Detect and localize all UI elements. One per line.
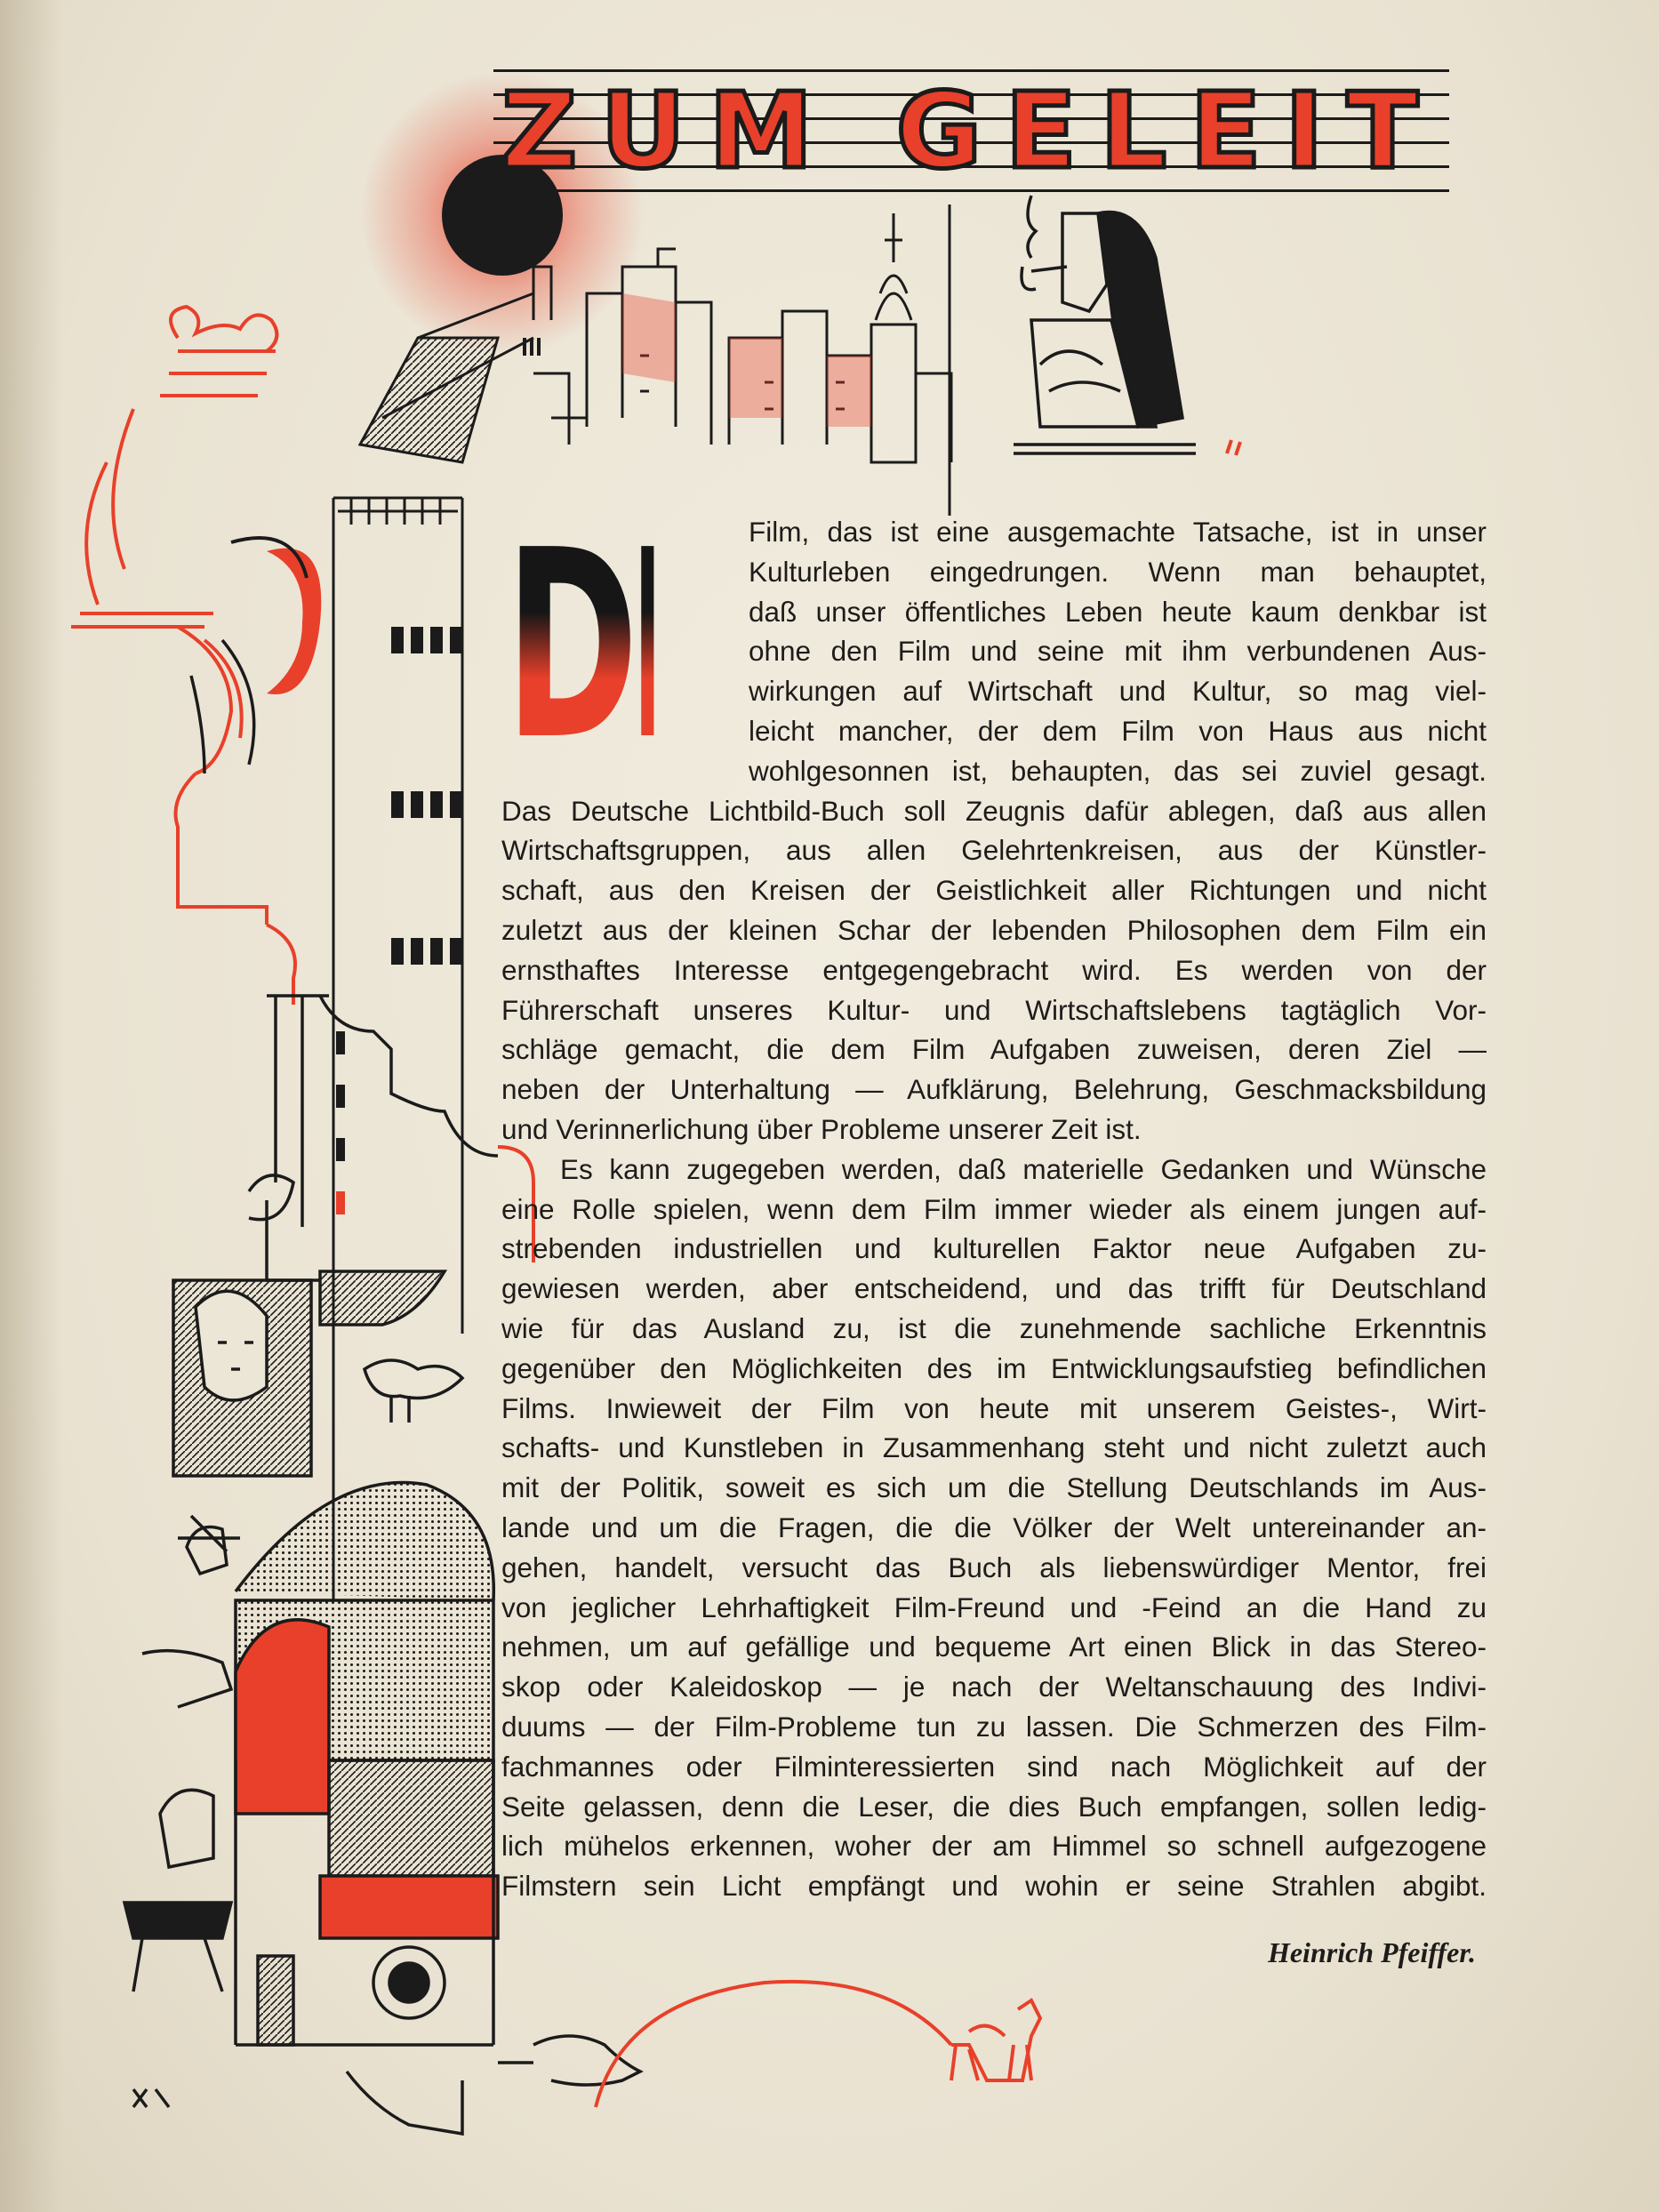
text-line: Das Deutsche Lichtbild-Buch soll Zeugnis dafür ablegen, daß aus allen bbox=[501, 795, 1487, 827]
text-line: duums — der Film-Probleme tun zu lassen. Die Schmerzen des Film- bbox=[501, 1711, 1487, 1743]
text-line: nehmen, um auf gefällige und bequeme Art einen Blick in das Stereo- bbox=[501, 1631, 1487, 1663]
text-line: Filmstern sein Licht empfängt und wohin er seine Strahlen abgibt. bbox=[501, 1870, 1487, 1902]
text-line: Es kann zugegeben werden, daß materielle Gedanken und Wünsche bbox=[560, 1153, 1487, 1185]
text-line: ernsthaftes Interesse entgegengebracht wird. Es werden von der bbox=[501, 954, 1487, 986]
moon-icon bbox=[231, 538, 321, 694]
author-signature: Heinrich Pfeiffer. bbox=[1267, 1936, 1476, 1968]
building-windows bbox=[336, 627, 462, 1214]
text-line: schaft, aus den Kreisen der Geistlichkeit aller Richtungen und nicht bbox=[501, 874, 1487, 906]
skyline-red-shading bbox=[622, 293, 871, 427]
text-line: Seite gelassen, denn die Leser, die dies Buch empfangen, sollen ledig- bbox=[501, 1791, 1487, 1823]
text-line: ohne den Film und seine mit ihm verbundenen Aus- bbox=[749, 635, 1487, 667]
drop-cap: DER bbox=[505, 494, 837, 797]
text-line: schafts- und Kunstleben in Zusammenhang steht und nicht zuletzt auch bbox=[501, 1431, 1487, 1463]
bottom-red-curve bbox=[596, 1982, 1040, 2107]
text-line: gewiesen werden, aber entscheidend, und das trifft für Deutschland bbox=[501, 1272, 1487, 1304]
text-line: mit der Politik, soweit es sich um die Stellung Deutschlands im Aus- bbox=[501, 1471, 1487, 1503]
woman-at-window-drawing bbox=[173, 1175, 462, 1476]
text-line: lich mühelos erkennen, woher der am Himmel so schnell aufgezogene bbox=[501, 1830, 1487, 1862]
text-line: und Verinnerlichung über Probleme unserer Zeit ist. bbox=[501, 1113, 1142, 1145]
text-line: gegenüber den Möglichkeiten des im Entwicklungsaufstieg befindlichen bbox=[501, 1352, 1487, 1384]
text-line: lande und um die Fragen, die die Völker der Welt untereinander an- bbox=[501, 1511, 1487, 1543]
text-line: neben der Unterhaltung — Aufklärung, Belehrung, Geschmacksbildung bbox=[501, 1073, 1487, 1105]
text-line: wirkungen auf Wirtschaft und Kultur, so mag viel- bbox=[749, 675, 1487, 707]
text-line: Films. Inwieweit der Film von heute mit unserem Geistes-, Wirt- bbox=[501, 1392, 1487, 1424]
text-line: daß unser öffentliches Leben heute kaum denkbar ist bbox=[749, 596, 1487, 628]
text-line: strebenden industriellen und kulturellen Faktor neue Aufgaben zu- bbox=[501, 1232, 1487, 1264]
text-line: Wirtschaftsgruppen, aus allen Gelehrtenkreisen, aus der Künstler- bbox=[501, 834, 1487, 866]
man-with-pipe-drawing bbox=[1014, 196, 1240, 455]
text-line: Führerschaft unseres Kultur- und Wirtschaftslebens tagtäglich Vor- bbox=[501, 994, 1487, 1026]
text-line: wohlgesonnen ist, behaupten, das sei zuviel gesagt. bbox=[749, 755, 1487, 787]
title-banner bbox=[493, 69, 1449, 192]
text-line: wie für das Ausland zu, ist die zunehmende sachliche Erkenntnis bbox=[501, 1312, 1487, 1344]
page-title: ZUM GELEIT bbox=[501, 69, 1442, 192]
text-line: eine Rolle spielen, wenn dem Film immer wieder als einem jungen auf- bbox=[501, 1193, 1487, 1225]
text-line: Film, das ist eine ausgemachte Tatsache, ist in unser bbox=[749, 516, 1487, 548]
text-line: von jeglicher Lehrhaftigkeit Film-Freund und -Feind an die Hand zu bbox=[501, 1591, 1487, 1623]
text-line: gehen, handelt, versucht das Buch als liebenswürdiger Mentor, frei bbox=[501, 1551, 1487, 1583]
text-line: fachmannes oder Filminteressierten sind nach Möglichkeit auf der bbox=[501, 1751, 1487, 1783]
advertising-column-drawing bbox=[236, 1483, 498, 2046]
text-line: Kulturleben eingedrungen. Wenn man behauptet, bbox=[749, 556, 1487, 588]
text-line: zuletzt aus der kleinen Schar der lebenden Philosophen dem Film ein bbox=[501, 914, 1487, 946]
text-line: skop oder Kaleidoskop — je nach der Weltanschauung des Indivi- bbox=[501, 1671, 1487, 1703]
text-line: schläge gemacht, die dem Film Aufgaben zuweisen, deren Ziel — bbox=[501, 1033, 1487, 1065]
text-line: leicht mancher, der dem Film von Haus aus nicht bbox=[749, 715, 1487, 747]
